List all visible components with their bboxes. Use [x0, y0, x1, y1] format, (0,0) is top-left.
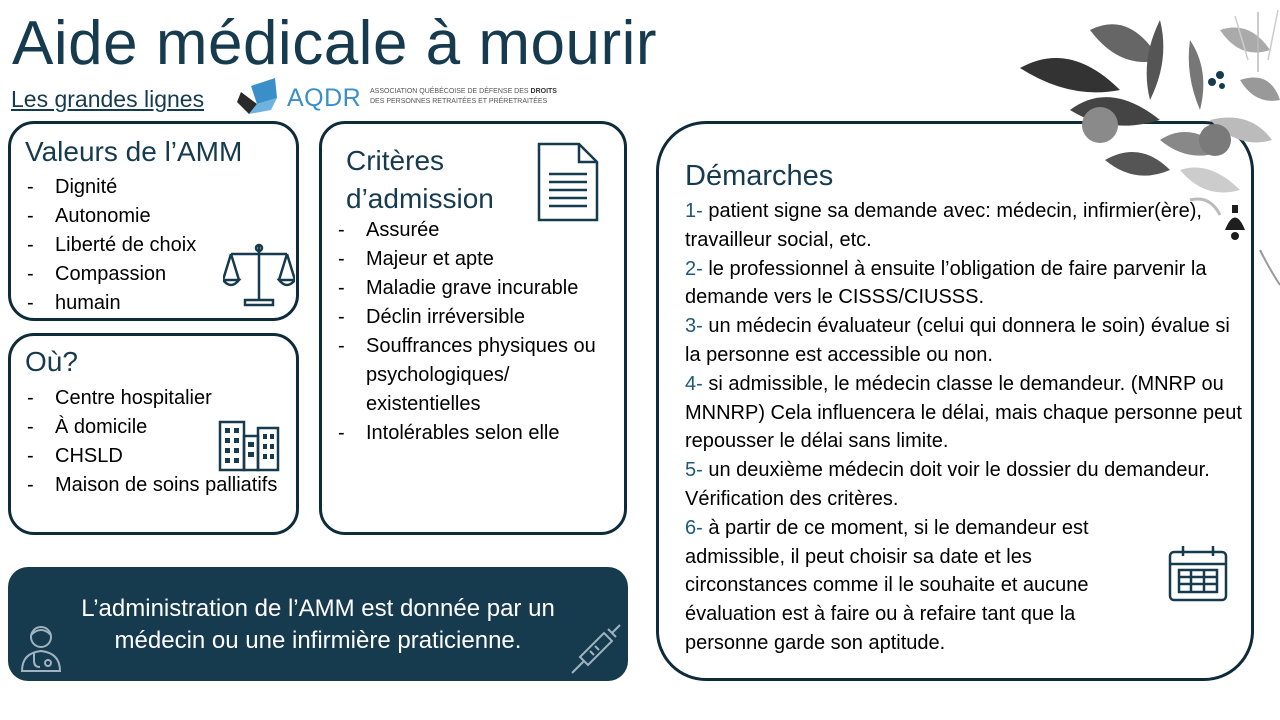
ou-box: [8, 333, 299, 535]
criteres-title: Critères d’admission: [346, 145, 494, 214]
list-item: - Dignité: [11, 173, 196, 202]
administration-banner: [8, 567, 628, 681]
step-item: 5- un deuxième médecin doit voir le dossier du demandeur. Vérification des critères.: [685, 459, 1210, 510]
balance-scale-icon: [223, 240, 295, 308]
aqdr-logo-icon: [237, 74, 283, 118]
logo-name: AQDR: [287, 84, 362, 112]
step-item: 1- patient signe sa demande avec: médecin, infirmier(ère), travailleur social, etc.: [685, 200, 1202, 251]
page-title: Aide médicale à mourir: [12, 9, 658, 78]
decorative-foliage: [1010, 0, 1280, 290]
criteres-list: [322, 216, 612, 448]
list-item: - Compassion: [11, 260, 196, 289]
banner-text: L’administration de l’AMM est donnée par un médecin ou une infirmière praticienne.: [81, 595, 555, 654]
list-item: - Autonomie: [11, 202, 196, 231]
step-item: 6- à partir de ce moment, si le demandeur est admissible, il peut choisir sa date et les circonstances comme il le souhaite et aucune évaluation est à faire ou à refaire tant que la personne garde son aptitude.: [685, 516, 1089, 654]
list-item: - À domicile: [11, 413, 281, 442]
page-subtitle: Les grandes lignes: [11, 86, 205, 112]
list-item: - Souffrances physiques ou psychologiques/ existentielles: [322, 332, 612, 419]
list-item: - Centre hospitalier: [11, 384, 281, 413]
calendar-icon: [1167, 544, 1229, 604]
list-item: - CHSLD: [11, 442, 281, 471]
list-item: - Déclin irréversible: [322, 303, 612, 332]
list-item: - Liberté de choix: [11, 231, 196, 260]
syringe-icon: [568, 623, 624, 677]
valeurs-list: [11, 173, 196, 318]
document-icon: [537, 142, 599, 222]
list-item: - Maladie grave incurable: [322, 274, 612, 303]
ou-title: Où?: [25, 346, 78, 377]
step-item: 2- le professionnel à ensuite l’obligation de faire parvenir la demande vers le CISSS/CIUSSS.: [685, 257, 1207, 309]
doctor-icon: [20, 621, 62, 673]
list-item: - Assurée: [322, 216, 612, 245]
step-item: 4- si admissible, le médecin classe le demandeur. (MNRP ou MNNRP) Cela influencera le délai, mais chaque personne peut repousser le délai sans limite.: [685, 372, 1242, 453]
list-item: - Maison de soins palliatifs: [11, 471, 281, 500]
list-item: - humain: [11, 289, 196, 318]
aqdr-logo: [237, 74, 587, 118]
list-item: - Majeur et apte: [322, 245, 612, 274]
criteres-box: [319, 121, 627, 535]
valeurs-title: Valeurs de l’AMM: [25, 136, 243, 167]
valeurs-box: [8, 121, 299, 321]
step-item: 3- un médecin évaluateur (celui qui donnera le soin) évalue si la personne est accessible ou non.: [685, 315, 1230, 366]
logo-tagline: ASSOCIATION QUÉBÉCOISE DE DÉFENSE DES DROITS DES PERSONNES RETRAITÉES ET PRÉRETRAITÉES: [370, 88, 557, 105]
city-buildings-icon: [216, 418, 282, 474]
demarches-title: Démarches: [685, 160, 834, 192]
list-item: - Intolérables selon elle: [322, 419, 612, 448]
